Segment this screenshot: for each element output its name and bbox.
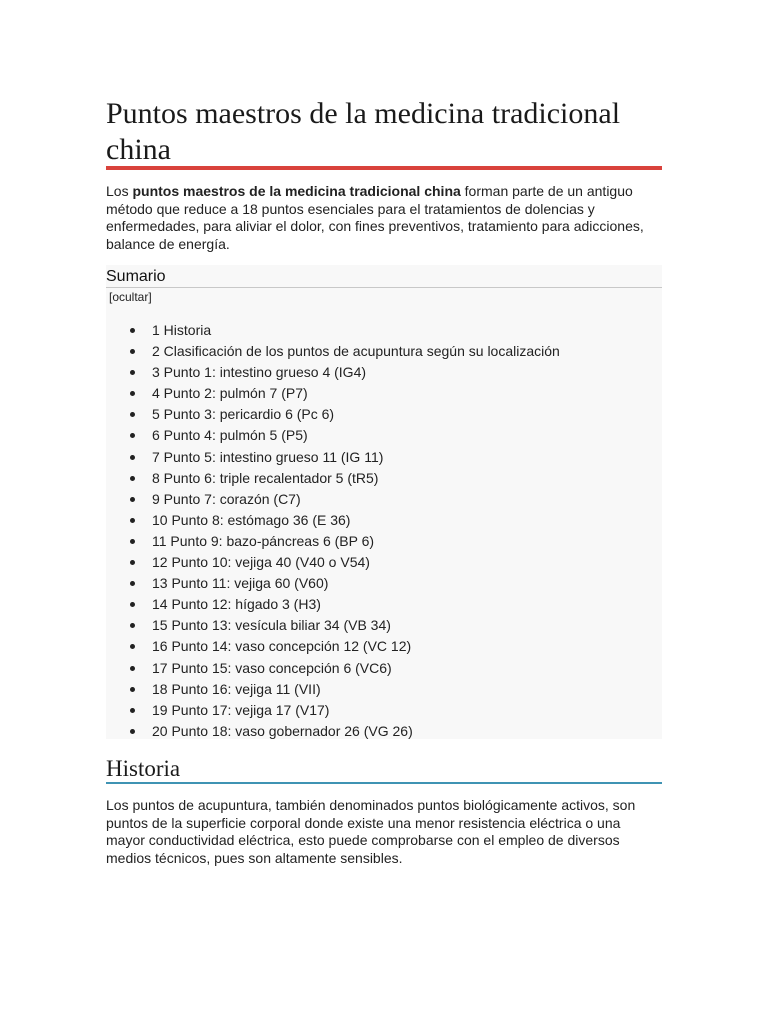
toc-item[interactable] <box>106 489 662 510</box>
toc-item[interactable] <box>106 552 662 573</box>
toc-item[interactable] <box>106 362 662 383</box>
bullet-icon <box>130 602 135 607</box>
section-divider <box>106 782 662 784</box>
toc-item-label: 11 Punto 9: bazo-páncreas 6 (BP 6) <box>152 532 375 549</box>
title-divider <box>106 166 662 170</box>
toc-item-label: 8 Punto 6: triple recalentador 5 (tR5) <box>152 469 379 486</box>
toc-divider <box>106 287 662 288</box>
toc-item-label: 19 Punto 17: vejiga 17 (V17) <box>152 701 330 718</box>
toc-item-label: 18 Punto 16: vejiga 11 (VII) <box>152 680 321 697</box>
toc-item-label: 4 Punto 2: pulmón 7 (P7) <box>152 385 308 402</box>
toc-item[interactable] <box>106 700 662 721</box>
bullet-icon <box>130 349 135 354</box>
toc-list <box>106 320 662 742</box>
toc-item[interactable] <box>106 320 662 341</box>
toc-item[interactable] <box>106 615 662 636</box>
toc-item-label: 17 Punto 15: vaso concepción 6 (VC6) <box>152 659 392 676</box>
toc-item[interactable] <box>106 341 662 362</box>
page-title: Puntos maestros de la medicina tradicional china <box>106 97 621 166</box>
bullet-icon <box>130 729 135 734</box>
intro-paragraph <box>106 183 662 253</box>
toc-item-label: 16 Punto 14: vaso concepción 12 (VC 12) <box>152 638 412 655</box>
toc-item[interactable] <box>106 468 662 489</box>
toc-item-label: 9 Punto 7: corazón (C7) <box>152 490 301 507</box>
toc-item[interactable] <box>106 636 662 657</box>
toc-item-label: 10 Punto 8: estómago 36 (E 36) <box>152 511 351 528</box>
toc-item[interactable] <box>106 658 662 679</box>
bullet-icon <box>130 412 135 417</box>
toc-item-label: 20 Punto 18: vaso gobernador 26 (VG 26) <box>152 722 413 739</box>
toc-title: Sumario <box>106 268 166 285</box>
toc-item[interactable] <box>106 404 662 425</box>
bullet-icon <box>130 328 135 333</box>
table-of-contents <box>106 265 662 739</box>
bullet-icon <box>130 433 135 438</box>
toc-item-label: 7 Punto 5: intestino grueso 11 (IG 11) <box>152 448 384 465</box>
bullet-icon <box>130 623 135 628</box>
section-title-historia: Historia <box>106 756 181 781</box>
toc-item[interactable] <box>106 721 662 742</box>
bullet-icon <box>130 666 135 671</box>
toc-item[interactable] <box>106 510 662 531</box>
toc-item-label: 6 Punto 4: pulmón 5 (P5) <box>152 427 308 444</box>
toc-item-label: 13 Punto 11: vejiga 60 (V60) <box>152 575 329 592</box>
bullet-icon <box>130 518 135 523</box>
toc-item-label: 14 Punto 12: hígado 3 (H3) <box>152 596 321 613</box>
toc-item-label: 2 Clasificación de los puntos de acupuntura según su localización <box>152 343 560 360</box>
history-paragraph: Los puntos de acupuntura, también denominados puntos biológicamente activos, son puntos de la superficie corporal donde existe una menor resistencia eléctrica o una mayor conductividad eléctrica, esto puede comprobarse con el empleo de diversos medios técnicos, pues son altamente sensibles. <box>106 797 636 866</box>
bullet-icon <box>130 455 135 460</box>
toc-item-label: 15 Punto 13: vesícula biliar 34 (VB 34) <box>152 617 391 634</box>
intro-bold-term: puntos maestros de la medicina tradicional china <box>132 183 461 199</box>
toc-item[interactable] <box>106 425 662 446</box>
bullet-icon <box>130 687 135 692</box>
toc-item[interactable] <box>106 573 662 594</box>
bullet-icon <box>130 560 135 565</box>
bullet-icon <box>130 581 135 586</box>
bullet-icon <box>130 476 135 481</box>
bullet-icon <box>130 497 135 502</box>
toc-item[interactable] <box>106 383 662 404</box>
toc-item[interactable] <box>106 531 662 552</box>
bullet-icon <box>130 391 135 396</box>
intro-text-after: forman parte de un antiguo método que reduce a 18 puntos esenciales para el tratamientos de dolencias y enfermedades, para aliviar el dolor, con fines preventivos, tratamiento para adicciones, balance de energía. <box>106 183 644 252</box>
bullet-icon <box>130 539 135 544</box>
toc-item[interactable] <box>106 447 662 468</box>
toc-item-label: 5 Punto 3: pericardio 6 (Pc 6) <box>152 406 335 423</box>
toc-item-label: 1 Historia <box>152 322 212 338</box>
bullet-icon <box>130 370 135 375</box>
intro-text-before: Los <box>106 183 133 199</box>
toc-item[interactable] <box>106 679 662 700</box>
toc-item[interactable] <box>106 594 662 615</box>
toc-item-label: 3 Punto 1: intestino grueso 4 (IG4) <box>152 364 367 381</box>
toc-item-label: 12 Punto 10: vejiga 40 (V40 o V54) <box>152 554 370 571</box>
bullet-icon <box>130 708 135 713</box>
toc-hide-toggle[interactable]: [ocultar] <box>109 290 152 304</box>
bullet-icon <box>130 644 135 649</box>
